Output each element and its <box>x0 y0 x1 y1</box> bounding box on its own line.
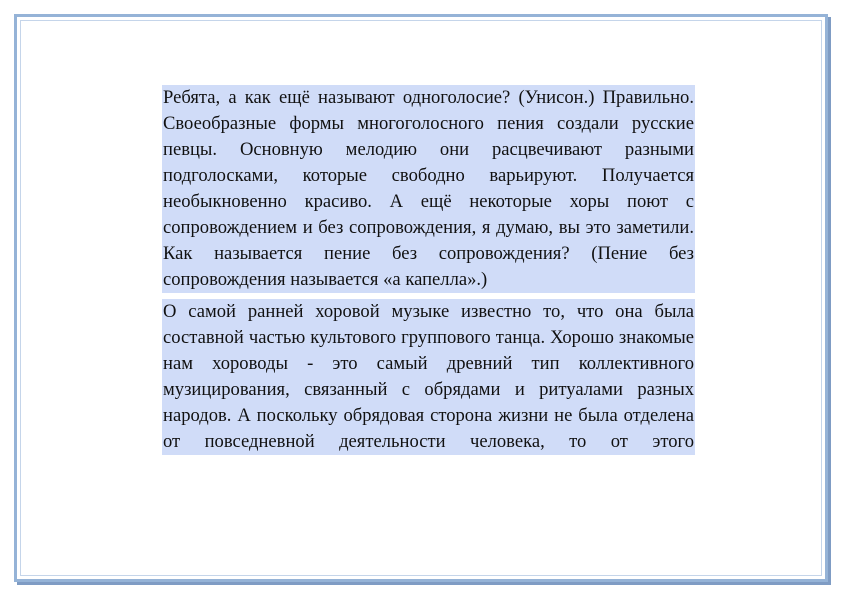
paragraph-1: Ребята, а как ещё называют одноголосие? (Унисон.) Правильно. Своеобразные формы многоголосного пения создали русские певцы. Основную мелодию они расцвечивают разными подголосками, которые свободно варьируют. Получается необыкновенно красиво. А ещё некоторые хоры поют с сопровождением и без сопровождения, я думаю, вы это заметили. Как называется пение без сопровождения? (Пение без сопровождения называется «а капелла».) <box>162 85 695 293</box>
text-body <box>162 85 695 455</box>
paragraph-2: О самой ранней хоровой музыке известно то, что она была составной частью культового группового танца. Хорошо знакомые нам хороводы - это самый древний тип коллективного музицирования, связанный с обрядами и ритуалами разных народов. А поскольку обрядовая сторона жизни не была отделена от повседневной деятельности человека, то от этого <box>162 299 695 455</box>
